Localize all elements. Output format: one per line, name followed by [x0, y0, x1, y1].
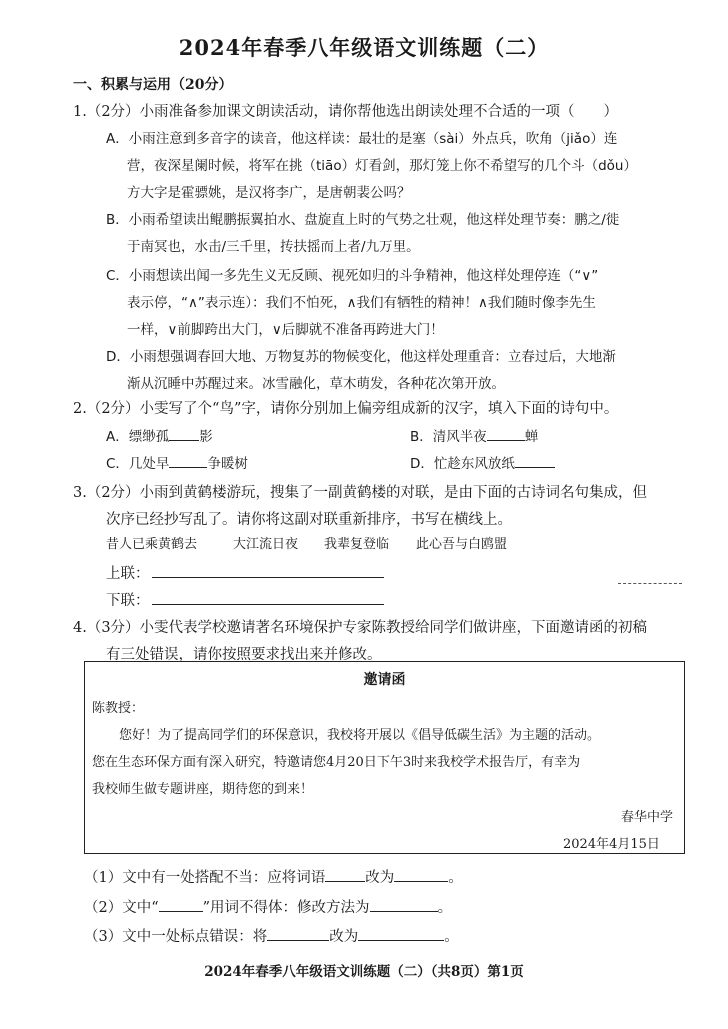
q1-option-b-line1: B．小雨希望读出鲲鹏振翼拍水、盘旋直上时的气势之壮观，他这样处理节奏：鹏之/徙	[106, 212, 620, 228]
q3-phrase-1: 昔人已乘黄鹤去	[106, 537, 198, 552]
q2-c-after: 争暖树	[207, 456, 248, 472]
q2-a-after: 影	[199, 429, 213, 445]
q4-sub1-text: （1）文中有一处搭配不当：应将词语	[84, 870, 326, 886]
question-3-stem-line1: 3.（2分）小雨到黄鹤楼游玩，搜集了一副黄鹤楼的对联，是由下面的古诗词名句集成，但	[73, 485, 648, 501]
q2-a-before: A．缥缈孤	[106, 429, 170, 445]
page-title: 2024年春季八年级语文训练题（二）	[178, 35, 550, 60]
invitation-letter-box	[84, 661, 685, 854]
question-3-stem-line2: 次序已经抄写乱了。请你将这副对联重新排序，书写在横线上。	[106, 512, 512, 528]
letter-body-line3: 我校师生做专题讲座，期待您的到来！	[92, 782, 314, 797]
q4-sub1-blank-1[interactable]	[325, 867, 365, 882]
q2-d-blank[interactable]	[515, 453, 555, 468]
q4-sub1-end: 。	[448, 870, 463, 886]
q2-d-before: D．忙趁东风放纸	[410, 456, 515, 472]
q4-sub-2	[84, 896, 452, 917]
q2-c-blank[interactable]	[169, 453, 207, 468]
q1-option-a-line2: 营，夜深星阑时候，将军在挑（tiāo）灯看剑，那灯笼上你不希望写的几个斗（dǒu）	[127, 158, 637, 174]
q1-option-b-line2: 于南冥也，水击/三千里，抟扶摇而上者/九万里。	[127, 239, 420, 255]
q3-lower-answer-line[interactable]	[152, 604, 384, 605]
q1-option-d-line2: 渐从沉睡中苏醒过来。冰雪融化，草木萌发，各种花次第开放。	[127, 376, 505, 392]
q1-option-c-line3: 一样，∨前脚跨出大门，∨后脚就不准备再跨进大门！	[127, 322, 444, 338]
q4-sub-1	[84, 866, 463, 887]
q4-sub2-text: （2）文中“	[84, 900, 159, 916]
q3-lower-label: 下联：	[106, 593, 150, 609]
q4-sub1-mid: 改为	[365, 870, 395, 886]
q2-option-a	[106, 425, 213, 445]
q2-c-before: C．几处早	[106, 456, 170, 472]
letter-body-line2: 您在生态环保方面有深入研究，特邀请您4月20日下午3时来我校学术报告厅，有幸为	[92, 755, 581, 770]
q1-option-d-line1: D．小雨想强调春回大地、万物复苏的物候变化，他这样处理重音：立春过后，大地渐	[106, 349, 616, 365]
letter-sender: 春华中学	[621, 810, 674, 825]
q2-a-blank[interactable]	[169, 426, 199, 441]
question-4-stem-line2: 有三处错误，请你按照要求找出来并修改。	[106, 647, 382, 663]
q3-upper-label: 上联：	[106, 566, 150, 582]
q3-phrase-3: 我辈复登临	[324, 537, 390, 552]
q1-option-a-line3: 方大字是霍骠姚，是汉将李广，是唐朝裴公吗？	[127, 185, 411, 201]
q4-sub3-end: 。	[444, 929, 459, 945]
q2-option-d	[410, 452, 555, 472]
q4-sub2-blank-2[interactable]	[370, 897, 438, 912]
q3-upper-answer-line[interactable]	[152, 577, 384, 578]
q2-b-blank[interactable]	[487, 426, 525, 441]
dashed-mark	[618, 583, 682, 584]
q4-sub1-blank-2[interactable]	[394, 867, 448, 882]
question-4-stem-line1: 4.（3分）小雯代表学校邀请著名环境保护专家陈教授给同学们做讲座，下面邀请函的初稿	[73, 620, 648, 636]
question-1-stem: 1.（2分）小雨准备参加课文朗读活动，请你帮他选出朗读处理不合适的一项（ ）	[73, 104, 619, 120]
q4-sub3-mid: 改为	[329, 929, 359, 945]
q1-option-c-line2: 表示停，“∧”表示连）：我们不怕死，∧我们有牺牲的精神！∧我们随时像李先生	[127, 295, 596, 311]
question-2-stem: 2.（2分）小雯写了个“鸟”字，请你分别加上偏旁组成新的汉字，填入下面的诗句中。	[73, 401, 619, 417]
section-heading: 一、积累与运用（20分）	[73, 77, 233, 93]
letter-heading: 邀请函	[363, 672, 406, 688]
q2-b-before: B．清风半夜	[410, 429, 487, 445]
letter-date: 2024年4月15日	[563, 837, 660, 852]
q4-sub3-blank-2[interactable]	[358, 926, 444, 941]
q2-option-b	[410, 425, 538, 445]
q1-option-c-line1: C．小雨想读出闻一多先生义无反顾、视死如归的斗争精神，他这样处理停连（“∨”	[106, 268, 599, 284]
q4-sub3-blank-1[interactable]	[267, 926, 329, 941]
q2-b-after: 蝉	[524, 429, 539, 445]
q1-option-a-line1: A．小雨注意到多音字的读音，他这样读：最壮的是塞（sài）外点兵，吹角（jiǎo）连	[106, 131, 618, 147]
q3-phrase-4: 此心吾与白鸥盟	[416, 537, 508, 552]
q4-sub2-blank-1[interactable]	[159, 897, 203, 912]
q3-phrase-2: 大江流日夜	[233, 537, 299, 552]
page-footer: 2024年春季八年级语文训练题（二）（共8页）第1页	[204, 964, 524, 980]
q4-sub-3	[84, 925, 459, 946]
letter-salutation: 陈教授：	[92, 701, 145, 716]
letter-body-line1: 您好！为了提高同学们的环保意识，我校将开展以《倡导低碳生活》为主题的活动。	[119, 728, 601, 743]
q4-sub3-text: （3）文中一处标点错误：将	[84, 929, 268, 945]
q4-sub2-end: 。	[437, 900, 453, 916]
q2-option-c	[106, 452, 248, 472]
q4-sub2-mid: ”用词不得体：修改方法为	[202, 900, 370, 916]
